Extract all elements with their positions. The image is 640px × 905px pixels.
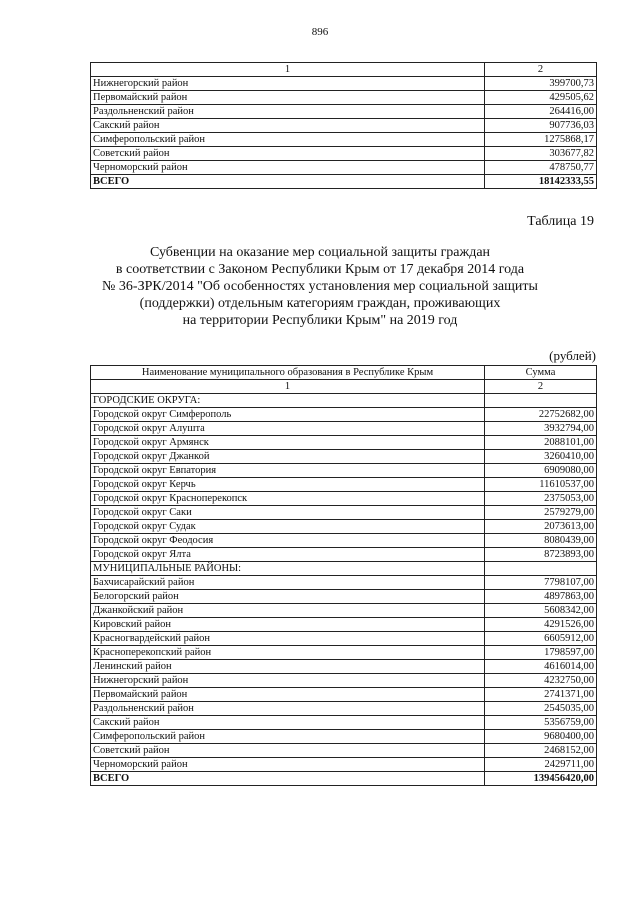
title-line: Субвенции на оказание мер социальной защиты граждан bbox=[149, 245, 491, 260]
row-name: Городской округ Красноперекопск bbox=[91, 492, 485, 506]
title-line: № 36-ЗРК/2014 "Об особенностях установления мер социальной защиты bbox=[102, 279, 538, 294]
table-row bbox=[91, 464, 597, 478]
column-number-2: 2 bbox=[485, 63, 597, 77]
table-label: Таблица 19 bbox=[527, 214, 594, 229]
row-name: Раздольненский район bbox=[91, 105, 485, 119]
row-name: Городской округ Евпатория bbox=[91, 464, 485, 478]
row-name: Симферопольский район bbox=[91, 730, 485, 744]
row-value: 4232750,00 bbox=[485, 674, 597, 688]
column-number-1: 1 bbox=[91, 63, 485, 77]
total-value: 139456420,00 bbox=[485, 772, 597, 786]
row-value: 2545035,00 bbox=[485, 702, 597, 716]
row-value: 3260410,00 bbox=[485, 450, 597, 464]
table-row bbox=[91, 161, 597, 175]
row-value: 264416,00 bbox=[485, 105, 597, 119]
row-name: Нижнегорский район bbox=[91, 674, 485, 688]
row-value: 1275868,17 bbox=[485, 133, 597, 147]
main-table bbox=[90, 365, 597, 786]
top-table bbox=[90, 62, 597, 189]
total-row bbox=[91, 175, 597, 189]
row-name: Симферопольский район bbox=[91, 133, 485, 147]
row-name: Городской округ Саки bbox=[91, 506, 485, 520]
column-header-sum: Сумма bbox=[485, 366, 597, 380]
table-row bbox=[91, 520, 597, 534]
row-value: 2088101,00 bbox=[485, 436, 597, 450]
total-value: 18142333,55 bbox=[485, 175, 597, 189]
row-value: 4291526,00 bbox=[485, 618, 597, 632]
title-line: (поддержки) отдельным категориям граждан, проживающих bbox=[139, 296, 501, 311]
table-row bbox=[91, 133, 597, 147]
table-row bbox=[91, 758, 597, 772]
table-row bbox=[91, 105, 597, 119]
row-value: 303677,82 bbox=[485, 147, 597, 161]
row-value: 1798597,00 bbox=[485, 646, 597, 660]
row-name: Джанкойский район bbox=[91, 604, 485, 618]
row-name: Раздольненский район bbox=[91, 702, 485, 716]
column-header-row bbox=[91, 366, 597, 380]
page-number: 896 bbox=[311, 26, 329, 38]
column-number-2: 2 bbox=[485, 380, 597, 394]
table-row bbox=[91, 506, 597, 520]
row-name: Советский район bbox=[91, 744, 485, 758]
column-number-1: 1 bbox=[91, 380, 485, 394]
title-line: на территории Республики Крым" на 2019 год bbox=[182, 313, 458, 328]
row-value: 2579279,00 bbox=[485, 506, 597, 520]
row-value: 3932794,00 bbox=[485, 422, 597, 436]
row-name: Городской округ Феодосия bbox=[91, 534, 485, 548]
row-value: 907736,03 bbox=[485, 119, 597, 133]
row-value: 2375053,00 bbox=[485, 492, 597, 506]
row-name: Городской округ Ялта bbox=[91, 548, 485, 562]
row-name: Белогорский район bbox=[91, 590, 485, 604]
table-row bbox=[91, 744, 597, 758]
table-row bbox=[91, 688, 597, 702]
total-label: ВСЕГО bbox=[91, 772, 485, 786]
section-title: МУНИЦИПАЛЬНЫЕ РАЙОНЫ: bbox=[91, 562, 485, 576]
row-name: Кировский район bbox=[91, 618, 485, 632]
table-row bbox=[91, 147, 597, 161]
total-label: ВСЕГО bbox=[91, 175, 485, 189]
row-value: 8080439,00 bbox=[485, 534, 597, 548]
row-name: Красногвардейский район bbox=[91, 632, 485, 646]
row-name: Бахчисарайский район bbox=[91, 576, 485, 590]
table-row bbox=[91, 119, 597, 133]
row-name: Первомайский район bbox=[91, 91, 485, 105]
total-row bbox=[91, 772, 597, 786]
row-name: Ленинский район bbox=[91, 660, 485, 674]
row-name: Советский район bbox=[91, 147, 485, 161]
table-row bbox=[91, 618, 597, 632]
table-row bbox=[91, 730, 597, 744]
table-row bbox=[91, 436, 597, 450]
table-row bbox=[91, 716, 597, 730]
row-value: 2468152,00 bbox=[485, 744, 597, 758]
row-value: 2073613,00 bbox=[485, 520, 597, 534]
section-row bbox=[91, 394, 597, 408]
row-name: Черноморский район bbox=[91, 758, 485, 772]
row-value: 5608342,00 bbox=[485, 604, 597, 618]
column-number-row bbox=[91, 63, 597, 77]
row-value: 9680400,00 bbox=[485, 730, 597, 744]
table-row bbox=[91, 646, 597, 660]
table-row bbox=[91, 576, 597, 590]
table-row bbox=[91, 478, 597, 492]
section-empty-cell bbox=[485, 394, 597, 408]
row-name: Городской округ Симферополь bbox=[91, 408, 485, 422]
table-row bbox=[91, 450, 597, 464]
row-value: 2429711,00 bbox=[485, 758, 597, 772]
row-name: Сакский район bbox=[91, 716, 485, 730]
row-name: Городской округ Керчь bbox=[91, 478, 485, 492]
table-row bbox=[91, 548, 597, 562]
row-name: Черноморский район bbox=[91, 161, 485, 175]
row-name: Нижнегорский район bbox=[91, 77, 485, 91]
table-row bbox=[91, 674, 597, 688]
row-value: 429505,62 bbox=[485, 91, 597, 105]
table-row bbox=[91, 660, 597, 674]
row-value: 4616014,00 bbox=[485, 660, 597, 674]
row-value: 6909080,00 bbox=[485, 464, 597, 478]
table-row bbox=[91, 534, 597, 548]
table-row bbox=[91, 604, 597, 618]
row-name: Городской округ Джанкой bbox=[91, 450, 485, 464]
table-row bbox=[91, 590, 597, 604]
section-title: ГОРОДСКИЕ ОКРУГА: bbox=[91, 394, 485, 408]
row-value: 11610537,00 bbox=[485, 478, 597, 492]
row-value: 6605912,00 bbox=[485, 632, 597, 646]
column-header-name: Наименование муниципального образования в Республике Крым bbox=[91, 366, 485, 380]
table-row bbox=[91, 91, 597, 105]
table-title bbox=[60, 244, 580, 329]
section-empty-cell bbox=[485, 562, 597, 576]
row-name: Городской округ Алушта bbox=[91, 422, 485, 436]
table-row bbox=[91, 422, 597, 436]
row-value: 478750,77 bbox=[485, 161, 597, 175]
table-row bbox=[91, 492, 597, 506]
table-row bbox=[91, 77, 597, 91]
row-value: 4897863,00 bbox=[485, 590, 597, 604]
row-value: 7798107,00 bbox=[485, 576, 597, 590]
row-name: Сакский район bbox=[91, 119, 485, 133]
row-value: 2741371,00 bbox=[485, 688, 597, 702]
units-label: (рублей) bbox=[549, 348, 596, 363]
table-row bbox=[91, 702, 597, 716]
table-row bbox=[91, 408, 597, 422]
title-line: в соответствии с Законом Республики Крым от 17 декабря 2014 года bbox=[115, 262, 525, 277]
column-number-row bbox=[91, 380, 597, 394]
row-name: Городской округ Судак bbox=[91, 520, 485, 534]
row-value: 22752682,00 bbox=[485, 408, 597, 422]
section-row bbox=[91, 562, 597, 576]
table-row bbox=[91, 632, 597, 646]
row-name: Городской округ Армянск bbox=[91, 436, 485, 450]
row-value: 8723893,00 bbox=[485, 548, 597, 562]
row-value: 5356759,00 bbox=[485, 716, 597, 730]
row-name: Первомайский район bbox=[91, 688, 485, 702]
row-name: Красноперекопский район bbox=[91, 646, 485, 660]
row-value: 399700,73 bbox=[485, 77, 597, 91]
